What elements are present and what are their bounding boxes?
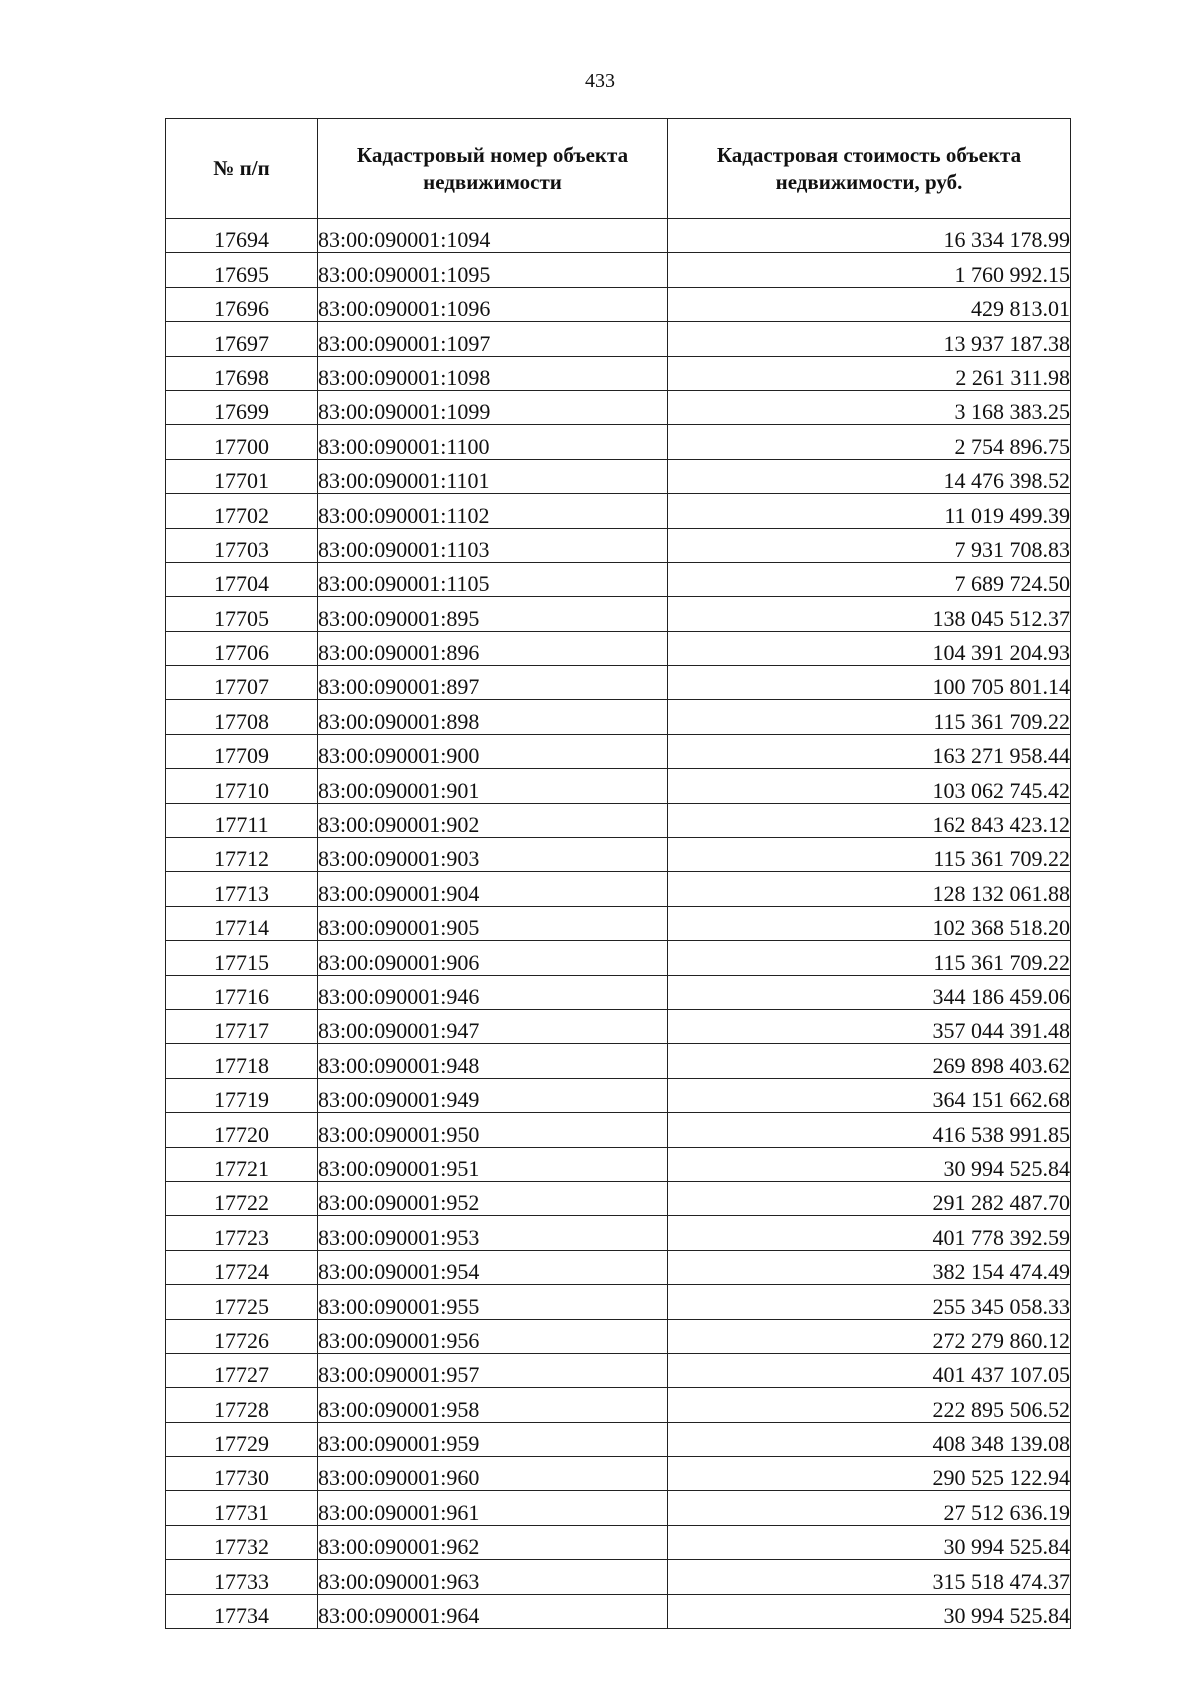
cadastral-value-cell: 100 705 801.14 [668,666,1071,700]
table-row [166,1525,1071,1559]
table-row [166,597,1071,631]
table-row [166,1353,1071,1387]
table-row [166,838,1071,872]
cadastral-value-cell: 103 062 745.42 [668,769,1071,803]
cadastral-number-cell: 83:00:090001:905 [318,906,668,940]
cadastral-number-cell: 83:00:090001:1099 [318,390,668,424]
cadastral-value-cell: 255 345 058.33 [668,1285,1071,1319]
cadastral-number-cell: 83:00:090001:956 [318,1319,668,1353]
cadastral-number-cell: 83:00:090001:950 [318,1113,668,1147]
row-number-cell: 17702 [166,494,318,528]
cadastral-number-cell: 83:00:090001:902 [318,803,668,837]
table-row [166,700,1071,734]
table-header [166,119,1071,219]
table-row [166,1009,1071,1043]
cadastral-number-cell: 83:00:090001:1094 [318,219,668,253]
cadastral-number-cell: 83:00:090001:903 [318,838,668,872]
cadastral-value-cell: 2 261 311.98 [668,356,1071,390]
row-number-cell: 17723 [166,1216,318,1250]
row-number-cell: 17699 [166,390,318,424]
row-number-cell: 17715 [166,941,318,975]
table-row [166,253,1071,287]
row-number-cell: 17697 [166,322,318,356]
cadastral-value-cell: 14 476 398.52 [668,459,1071,493]
table-row [166,666,1071,700]
cadastral-number-cell: 83:00:090001:946 [318,975,668,1009]
table-row [166,1457,1071,1491]
row-number-cell: 17720 [166,1113,318,1147]
cadastral-value-cell: 163 271 958.44 [668,734,1071,768]
cadastral-value-cell: 102 368 518.20 [668,906,1071,940]
header-cadastral-value: Кадастровая стоимость объекта недвижимости, руб. [668,119,1071,219]
row-number-cell: 17727 [166,1353,318,1387]
cadastral-number-cell: 83:00:090001:1096 [318,287,668,321]
table-row [166,1250,1071,1284]
row-number-cell: 17730 [166,1457,318,1491]
row-number-cell: 17728 [166,1388,318,1422]
cadastral-number-cell: 83:00:090001:959 [318,1422,668,1456]
cadastral-number-cell: 83:00:090001:953 [318,1216,668,1250]
cadastral-value-cell: 115 361 709.22 [668,838,1071,872]
row-number-cell: 17732 [166,1525,318,1559]
cadastral-number-cell: 83:00:090001:1097 [318,322,668,356]
cadastral-number-cell: 83:00:090001:1103 [318,528,668,562]
cadastral-number-cell: 83:00:090001:1098 [318,356,668,390]
table-row [166,803,1071,837]
row-number-cell: 17712 [166,838,318,872]
row-number-cell: 17704 [166,562,318,596]
table-row [166,287,1071,321]
cadastral-number-cell: 83:00:090001:906 [318,941,668,975]
table-row [166,425,1071,459]
table-row [166,562,1071,596]
cadastral-number-cell: 83:00:090001:895 [318,597,668,631]
row-number-cell: 17705 [166,597,318,631]
cadastral-number-cell: 83:00:090001:1105 [318,562,668,596]
cadastral-number-cell: 83:00:090001:951 [318,1147,668,1181]
cadastral-value-cell: 16 334 178.99 [668,219,1071,253]
table-row [166,906,1071,940]
row-number-cell: 17694 [166,219,318,253]
row-number-cell: 17717 [166,1009,318,1043]
cadastral-value-cell: 401 778 392.59 [668,1216,1071,1250]
table-row [166,322,1071,356]
table-row [166,356,1071,390]
cadastral-number-cell: 83:00:090001:948 [318,1044,668,1078]
row-number-cell: 17706 [166,631,318,665]
cadastral-value-cell: 128 132 061.88 [668,872,1071,906]
row-number-cell: 17700 [166,425,318,459]
cadastral-value-cell: 115 361 709.22 [668,941,1071,975]
cadastral-value-cell: 11 019 499.39 [668,494,1071,528]
table-row [166,734,1071,768]
table-row [166,631,1071,665]
cadastral-value-cell: 30 994 525.84 [668,1594,1071,1628]
cadastral-number-cell: 83:00:090001:949 [318,1078,668,1112]
cadastral-number-cell: 83:00:090001:947 [318,1009,668,1043]
cadastral-number-cell: 83:00:090001:1100 [318,425,668,459]
table-row [166,1388,1071,1422]
cadastral-number-cell: 83:00:090001:960 [318,1457,668,1491]
row-number-cell: 17731 [166,1491,318,1525]
cadastral-value-cell: 27 512 636.19 [668,1491,1071,1525]
row-number-cell: 17714 [166,906,318,940]
cadastral-value-table [165,118,1071,1629]
table-row [166,1147,1071,1181]
cadastral-value-cell: 7 689 724.50 [668,562,1071,596]
row-number-cell: 17719 [166,1078,318,1112]
cadastral-value-cell: 138 045 512.37 [668,597,1071,631]
row-number-cell: 17725 [166,1285,318,1319]
cadastral-value-cell: 269 898 403.62 [668,1044,1071,1078]
cadastral-value-cell: 401 437 107.05 [668,1353,1071,1387]
cadastral-number-cell: 83:00:090001:961 [318,1491,668,1525]
table-row [166,1319,1071,1353]
row-number-cell: 17734 [166,1594,318,1628]
table-row [166,1422,1071,1456]
cadastral-value-cell: 30 994 525.84 [668,1147,1071,1181]
cadastral-value-cell: 222 895 506.52 [668,1388,1071,1422]
header-row-number: № п/п [166,119,318,219]
cadastral-value-cell: 357 044 391.48 [668,1009,1071,1043]
row-number-cell: 17708 [166,700,318,734]
cadastral-number-cell: 83:00:090001:900 [318,734,668,768]
cadastral-number-cell: 83:00:090001:962 [318,1525,668,1559]
cadastral-value-cell: 3 168 383.25 [668,390,1071,424]
table-row [166,528,1071,562]
row-number-cell: 17713 [166,872,318,906]
cadastral-value-cell: 364 151 662.68 [668,1078,1071,1112]
table-row [166,769,1071,803]
cadastral-number-cell: 83:00:090001:958 [318,1388,668,1422]
row-number-cell: 17722 [166,1181,318,1215]
row-number-cell: 17701 [166,459,318,493]
row-number-cell: 17718 [166,1044,318,1078]
cadastral-value-cell: 2 754 896.75 [668,425,1071,459]
cadastral-value-cell: 290 525 122.94 [668,1457,1071,1491]
cadastral-number-cell: 83:00:090001:898 [318,700,668,734]
cadastral-number-cell: 83:00:090001:1101 [318,459,668,493]
cadastral-value-cell: 7 931 708.83 [668,528,1071,562]
cadastral-value-cell: 429 813.01 [668,287,1071,321]
row-number-cell: 17707 [166,666,318,700]
row-number-cell: 17696 [166,287,318,321]
row-number-cell: 17703 [166,528,318,562]
table-row [166,219,1071,253]
table-row [166,1113,1071,1147]
cadastral-value-cell: 291 282 487.70 [668,1181,1071,1215]
cadastral-number-cell: 83:00:090001:955 [318,1285,668,1319]
cadastral-number-cell: 83:00:090001:897 [318,666,668,700]
cadastral-number-cell: 83:00:090001:1095 [318,253,668,287]
table-row [166,1560,1071,1594]
row-number-cell: 17695 [166,253,318,287]
cadastral-value-cell: 315 518 474.37 [668,1560,1071,1594]
table-row [166,1491,1071,1525]
cadastral-value-cell: 30 994 525.84 [668,1525,1071,1559]
row-number-cell: 17721 [166,1147,318,1181]
table-row [166,1594,1071,1628]
table-row [166,1285,1071,1319]
cadastral-number-cell: 83:00:090001:954 [318,1250,668,1284]
table-row [166,975,1071,1009]
table-row [166,941,1071,975]
row-number-cell: 17710 [166,769,318,803]
table-row [166,1216,1071,1250]
cadastral-number-cell: 83:00:090001:896 [318,631,668,665]
table-row [166,459,1071,493]
header-row [166,119,1071,219]
row-number-cell: 17711 [166,803,318,837]
cadastral-number-cell: 83:00:090001:963 [318,1560,668,1594]
cadastral-value-cell: 162 843 423.12 [668,803,1071,837]
cadastral-value-cell: 344 186 459.06 [668,975,1071,1009]
cadastral-value-cell: 115 361 709.22 [668,700,1071,734]
cadastral-value-cell: 104 391 204.93 [668,631,1071,665]
header-cadastral-number: Кадастровый номер объекта недвижимости [318,119,668,219]
cadastral-value-cell: 416 538 991.85 [668,1113,1071,1147]
row-number-cell: 17726 [166,1319,318,1353]
table-body [166,219,1071,1629]
row-number-cell: 17716 [166,975,318,1009]
table-row [166,390,1071,424]
cadastral-value-cell: 13 937 187.38 [668,322,1071,356]
table-row [166,872,1071,906]
cadastral-value-cell: 408 348 139.08 [668,1422,1071,1456]
row-number-cell: 17733 [166,1560,318,1594]
page-number: 433 [585,70,615,92]
table-row [166,1181,1071,1215]
row-number-cell: 17698 [166,356,318,390]
cadastral-number-cell: 83:00:090001:901 [318,769,668,803]
cadastral-number-cell: 83:00:090001:964 [318,1594,668,1628]
row-number-cell: 17709 [166,734,318,768]
row-number-cell: 17729 [166,1422,318,1456]
table-row [166,1044,1071,1078]
cadastral-number-cell: 83:00:090001:1102 [318,494,668,528]
cadastral-value-cell: 1 760 992.15 [668,253,1071,287]
cadastral-value-cell: 272 279 860.12 [668,1319,1071,1353]
table-row [166,1078,1071,1112]
cadastral-number-cell: 83:00:090001:952 [318,1181,668,1215]
cadastral-number-cell: 83:00:090001:904 [318,872,668,906]
cadastral-value-cell: 382 154 474.49 [668,1250,1071,1284]
cadastral-number-cell: 83:00:090001:957 [318,1353,668,1387]
row-number-cell: 17724 [166,1250,318,1284]
table-row [166,494,1071,528]
